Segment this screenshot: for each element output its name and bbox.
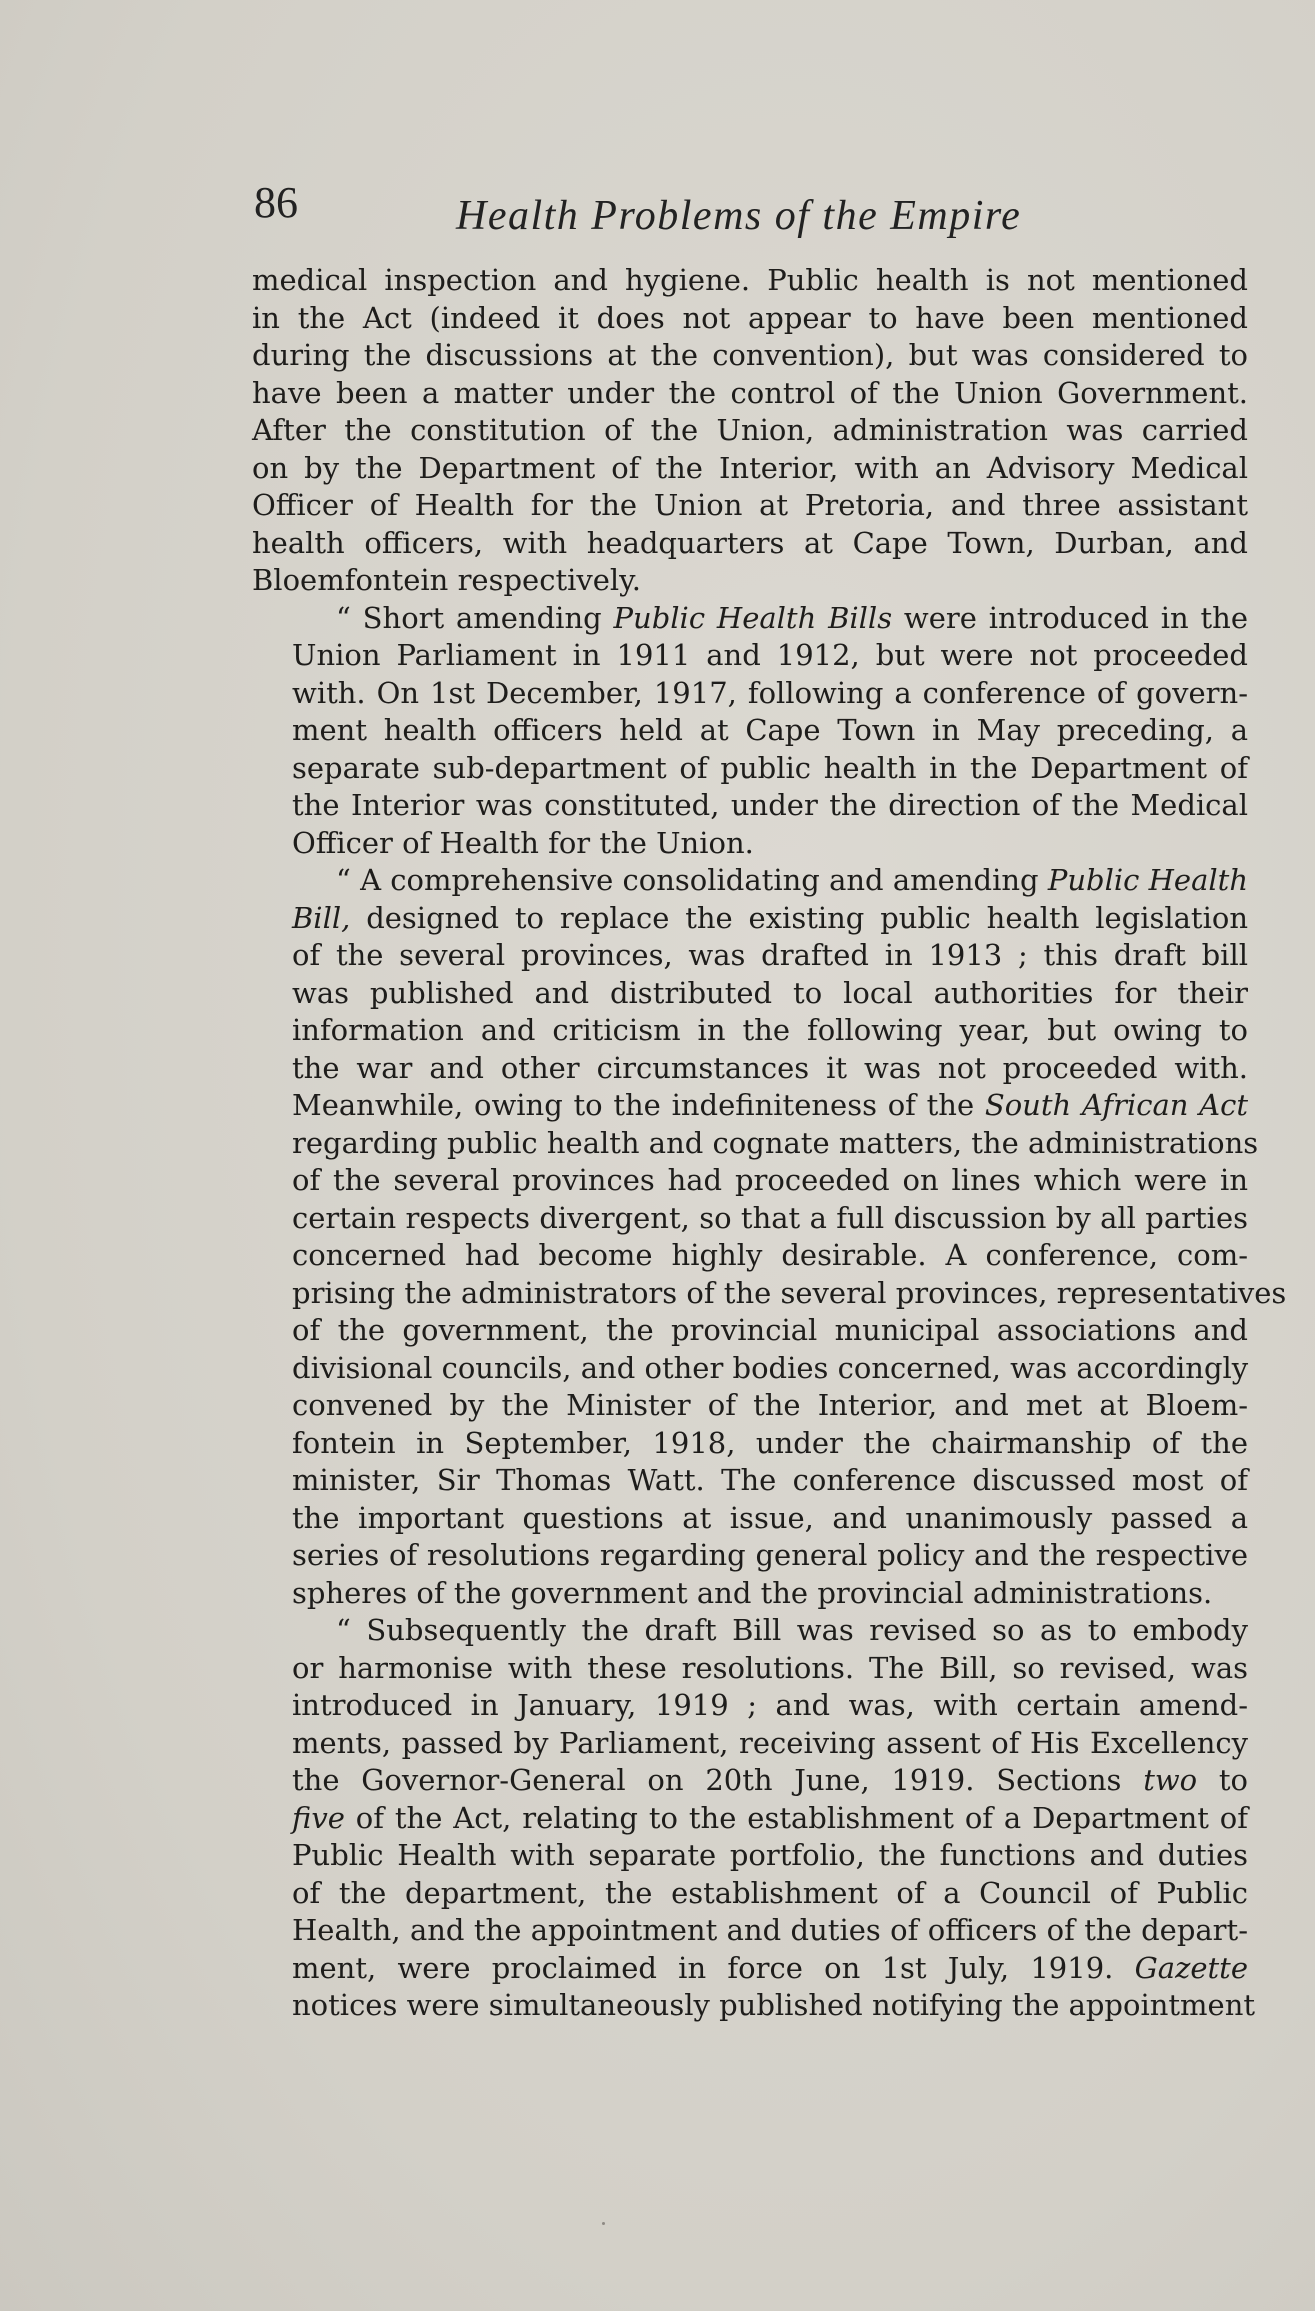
text-line: ment health officers held at Cape Town in May preceding, a xyxy=(292,713,1248,747)
paragraph-4 xyxy=(252,1612,1256,2025)
paper-speck xyxy=(602,2222,605,2225)
text-line: After the constitution of the Union, administration was carried xyxy=(252,413,1248,447)
text-line: of the several provinces had proceeded on lines which were in xyxy=(292,1163,1248,1197)
text-run: “ Short amending xyxy=(336,600,614,635)
paragraph-3 xyxy=(252,862,1287,1612)
text-line: “ Subsequently the draft Bill was revised so as to embody xyxy=(336,1613,1248,1647)
text-line: Bloemfontein respectively. xyxy=(252,563,641,597)
text-run: “ A comprehensive consolidating and amending xyxy=(336,863,1048,897)
italic-title: Public Health Bills xyxy=(613,600,893,635)
text-line: information and criticism in the following year, but owing to xyxy=(292,1013,1248,1047)
text-line: ments, passed by Parliament, receiving assent of His Excellency xyxy=(292,1725,1248,1760)
text-line: regarding public health and cognate matters, the administrations xyxy=(292,1125,1259,1160)
text-run: the Governor-General on 20th June, 1919. Sections xyxy=(292,1763,1144,1797)
text-line: concerned had become highly desirable. A conference, com- xyxy=(292,1238,1248,1272)
text-line: the Interior was constituted, under the direction of the Medical xyxy=(292,788,1248,822)
text-line: series of resolutions regarding general policy and the respective xyxy=(292,1538,1248,1572)
text-line: spheres of the government and the provincial administrations. xyxy=(292,1575,1213,1610)
body-text xyxy=(252,262,1287,2025)
text-line: on by the Department of the Interior, with an Advisory Medical xyxy=(252,450,1248,485)
text-line: of the government, the provincial municipal associations and xyxy=(292,1313,1248,1347)
text-run: to xyxy=(1197,1763,1248,1797)
italic-title: Bill, xyxy=(292,900,351,935)
text-line: the war and other circumstances it was not proceeded with. xyxy=(292,1050,1248,1085)
paragraph-1 xyxy=(252,262,1248,600)
text-line: convened by the Minister of the Interior, and met at Bloem- xyxy=(292,1388,1248,1422)
text-line: Health, and the appointment and duties of officers of the depart- xyxy=(292,1913,1248,1947)
text-line xyxy=(252,1087,1248,1125)
text-line: introduced in January, 1919 ; and was, with certain amend- xyxy=(292,1688,1248,1722)
text-line: prising the administrators of the several provinces, representatives xyxy=(292,1275,1287,1310)
text-line: Union Parliament in 1911 and 1912, but were not proceeded xyxy=(292,638,1248,672)
text-line xyxy=(252,1800,1248,1838)
text-line xyxy=(252,862,1248,900)
italic-word: Gazette xyxy=(1134,1950,1248,1985)
text-run: ment, were proclaimed in force on 1st July, 1919. xyxy=(292,1950,1135,1985)
text-line: Officer of Health for the Union at Pretoria, and three assistant xyxy=(252,488,1248,522)
text-line: or harmonise with these resolutions. The Bill, so revised, was xyxy=(292,1650,1248,1685)
text-line: certain respects divergent, so that a full discussion by all parties xyxy=(292,1200,1248,1235)
text-line: have been a matter under the control of the Union Government. xyxy=(252,375,1248,410)
page-number: 86 xyxy=(254,178,298,227)
italic-word: two xyxy=(1143,1763,1198,1797)
paragraph-2 xyxy=(252,600,1248,863)
text-line: notices were simultaneously published notifying the appointment xyxy=(292,1988,1256,2022)
text-run: designed to replace the existing public health legislation xyxy=(350,900,1248,935)
text-line: with. On 1st December, 1917, following a conference of govern- xyxy=(292,675,1248,710)
text-run: were introduced in the xyxy=(892,600,1248,635)
text-line xyxy=(252,1762,1248,1800)
text-line: the important questions at issue, and unanimously passed a xyxy=(292,1500,1248,1535)
text-run: of the Act, relating to the establishment of a Department of xyxy=(344,1800,1248,1835)
text-line: fontein in September, 1918, under the chairmanship of the xyxy=(292,1425,1248,1460)
text-line: separate sub-department of public health in the Department of xyxy=(292,750,1248,785)
text-line xyxy=(252,900,1248,938)
text-line: Public Health with separate portfolio, the functions and duties xyxy=(292,1838,1248,1872)
text-line xyxy=(252,600,1248,638)
text-line: during the discussions at the convention), but was considered to xyxy=(252,338,1248,372)
text-line xyxy=(252,1950,1248,1988)
text-run: Meanwhile, owing to the indefiniteness of the xyxy=(292,1088,985,1122)
italic-title: Public Health xyxy=(1047,863,1248,897)
text-line: medical inspection and hygiene. Public health is not mentioned xyxy=(252,263,1248,297)
italic-title: South African Act xyxy=(984,1088,1249,1122)
text-line: was published and distributed to local authorities for their xyxy=(292,975,1248,1010)
text-line: in the Act (indeed it does not appear to have been mentioned xyxy=(252,300,1248,335)
text-line: of the several provinces, was drafted in 1913 ; this draft bill xyxy=(292,938,1248,972)
page-header xyxy=(252,168,1252,248)
text-line: health officers, with headquarters at Cape Town, Durban, and xyxy=(252,525,1248,560)
text-line: of the department, the establishment of a Council of Public xyxy=(292,1875,1248,1910)
italic-word: five xyxy=(292,1800,345,1835)
text-line: minister, Sir Thomas Watt. The conference discussed most of xyxy=(292,1463,1248,1497)
running-title: Health Problems of the Empire xyxy=(456,193,1022,239)
text-line: Officer of Health for the Union. xyxy=(292,825,754,860)
text-line: divisional councils, and other bodies concerned, was accordingly xyxy=(292,1350,1249,1385)
